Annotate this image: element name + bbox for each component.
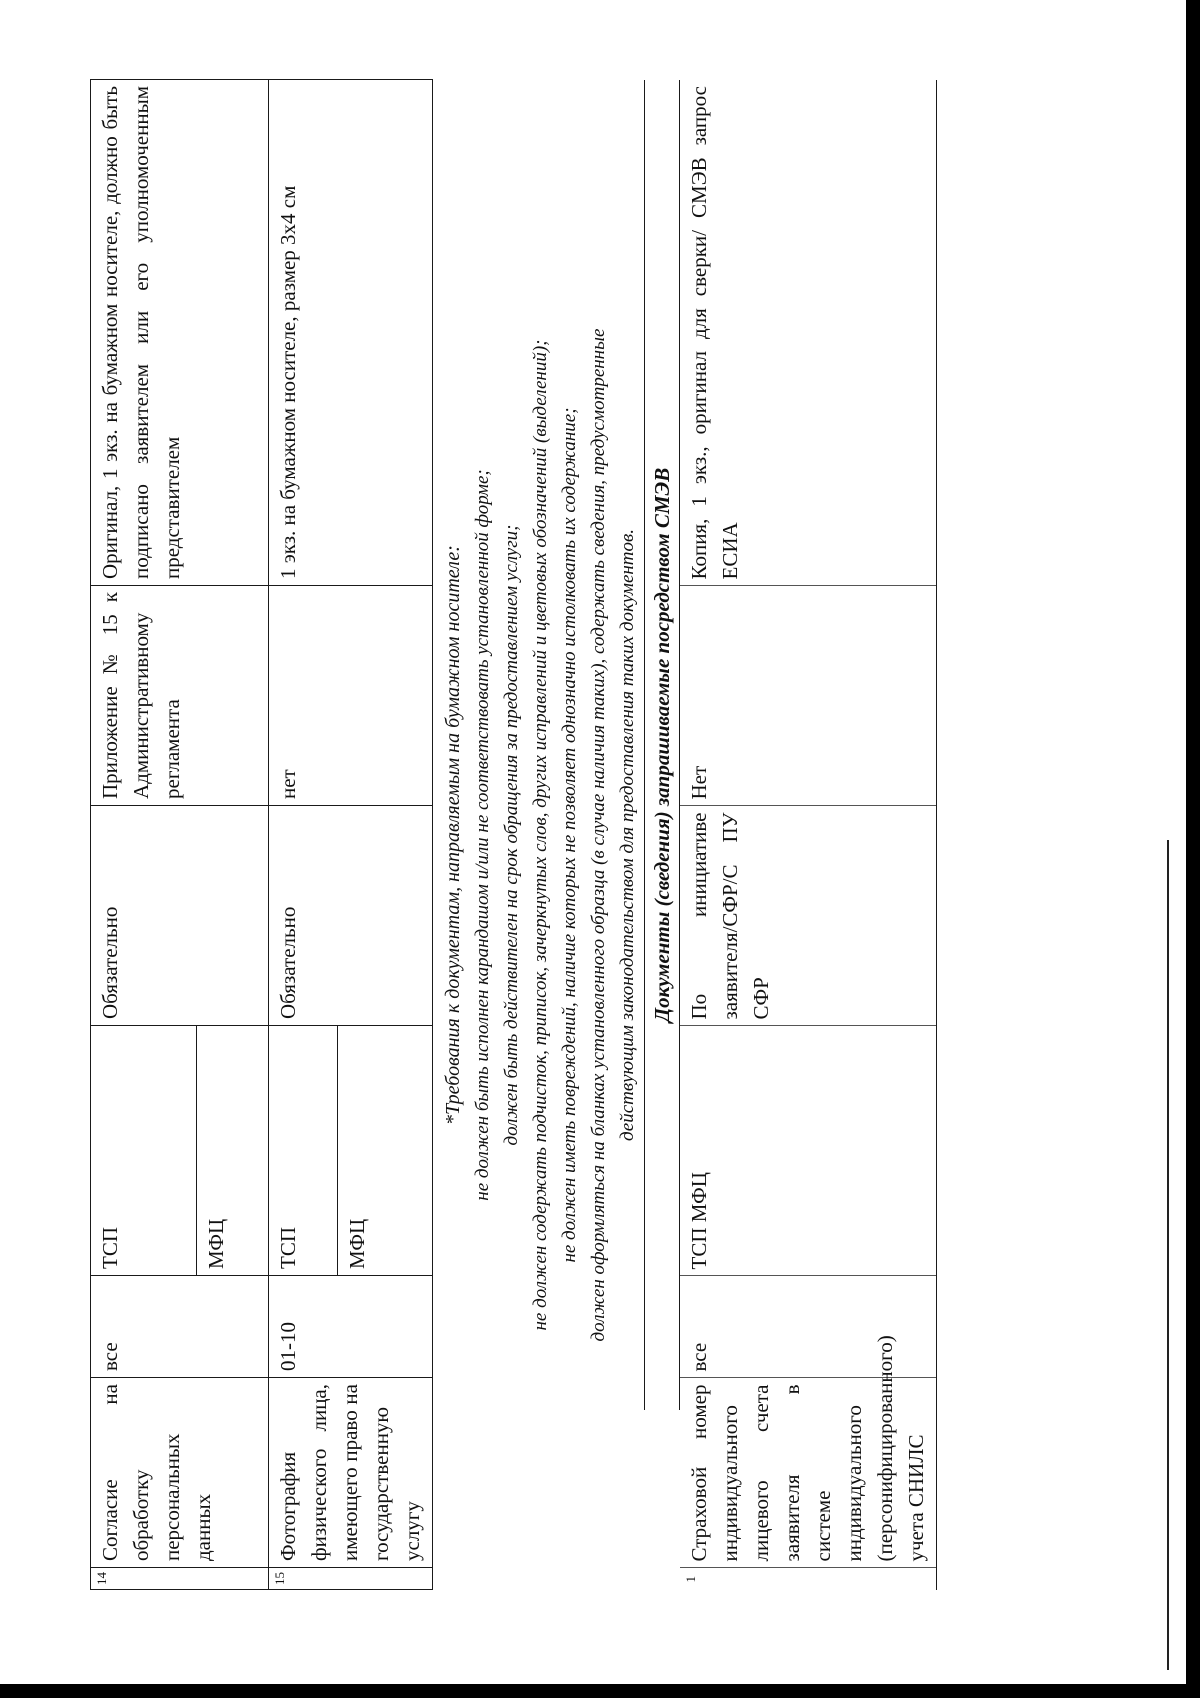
applicant-category: все — [680, 1276, 937, 1378]
note-line: не должен содержать подчисток, приписок, зачеркнутых слов, других исправлений и цветовых обозначений (выделений); — [530, 339, 551, 1331]
document-requirements-notes — [433, 80, 642, 1590]
table-row — [680, 80, 937, 1590]
scan-edge-bottom — [0, 1684, 1200, 1698]
row-number: 15 — [269, 1568, 433, 1590]
row-number: 14 — [91, 1568, 269, 1590]
note-line: должен оформляться на бланках установленного образца (в случае наличия таких), содержать сведения, предусмотренные — [588, 328, 609, 1342]
document-name: Фотография физического лица, имеющего право на государственную услугу — [269, 1378, 433, 1568]
obligation: По инициативе заявителя/СФР/С ПУ СФР — [680, 806, 937, 1026]
scan-edge-line — [1167, 840, 1169, 1670]
notes-heading: *Требования к документам, направляемым на бумажном носителе: — [442, 545, 464, 1125]
document-name: Страховой номер индивидуального лицевого счета заявителя в системе индивидуального (персонифицированного) учета СНИЛС — [680, 1378, 937, 1568]
documents-table — [90, 79, 433, 1590]
document-name: Согласие на обработку персональных данных — [91, 1378, 269, 1568]
smev-section-title: Документы (сведения) запрашиваемые посредством СМЭВ — [644, 80, 680, 1410]
obligation: Обязательно — [269, 806, 433, 1026]
note-line: действующим законодательством для предоставления таких документов. — [617, 528, 638, 1142]
office-tsp: ТСП — [269, 1026, 338, 1276]
applicant-category: 01-10 — [269, 1276, 433, 1378]
applicant-category: все — [91, 1276, 269, 1378]
rotated-page-content — [90, 80, 928, 1590]
form-reference: Нет — [680, 586, 937, 806]
note-line: не должен быть исполнен карандашом и/или не соответствовать установленной форме; — [472, 469, 493, 1201]
scan-edge-right — [1186, 0, 1200, 1698]
table-row — [91, 79, 197, 1589]
document-requirements: Копия, 1 экз., оригинал для сверки/ СМЭВ запрос ЕСИА — [680, 80, 937, 586]
office: ТСП МФЦ — [680, 1026, 937, 1276]
document-requirements: Оригинал, 1 экз. на бумажном носителе, должно быть подписано заявителем или его уполномоченным представителем — [91, 79, 269, 585]
obligation: Обязательно — [91, 806, 269, 1026]
row-number: 1 — [680, 1568, 937, 1590]
note-line: не должен иметь повреждений, наличие которых не позволяет однозначно истолковать их содержание; — [559, 407, 580, 1263]
document-requirements: 1 экз. на бумажном носителе, размер 3х4 см — [269, 79, 433, 585]
table-row — [269, 79, 338, 1589]
office-tsp: ТСП — [91, 1026, 197, 1276]
office-mfc: МФЦ — [197, 1026, 269, 1276]
form-reference: нет — [269, 586, 433, 806]
smev-documents-table — [680, 80, 937, 1590]
note-line: должен быть действителен на срок обращения за предоставлением услуги; — [501, 524, 522, 1146]
office-mfc: МФЦ — [337, 1026, 433, 1276]
form-reference: Приложение № 15 к Административному регламента — [91, 586, 269, 806]
